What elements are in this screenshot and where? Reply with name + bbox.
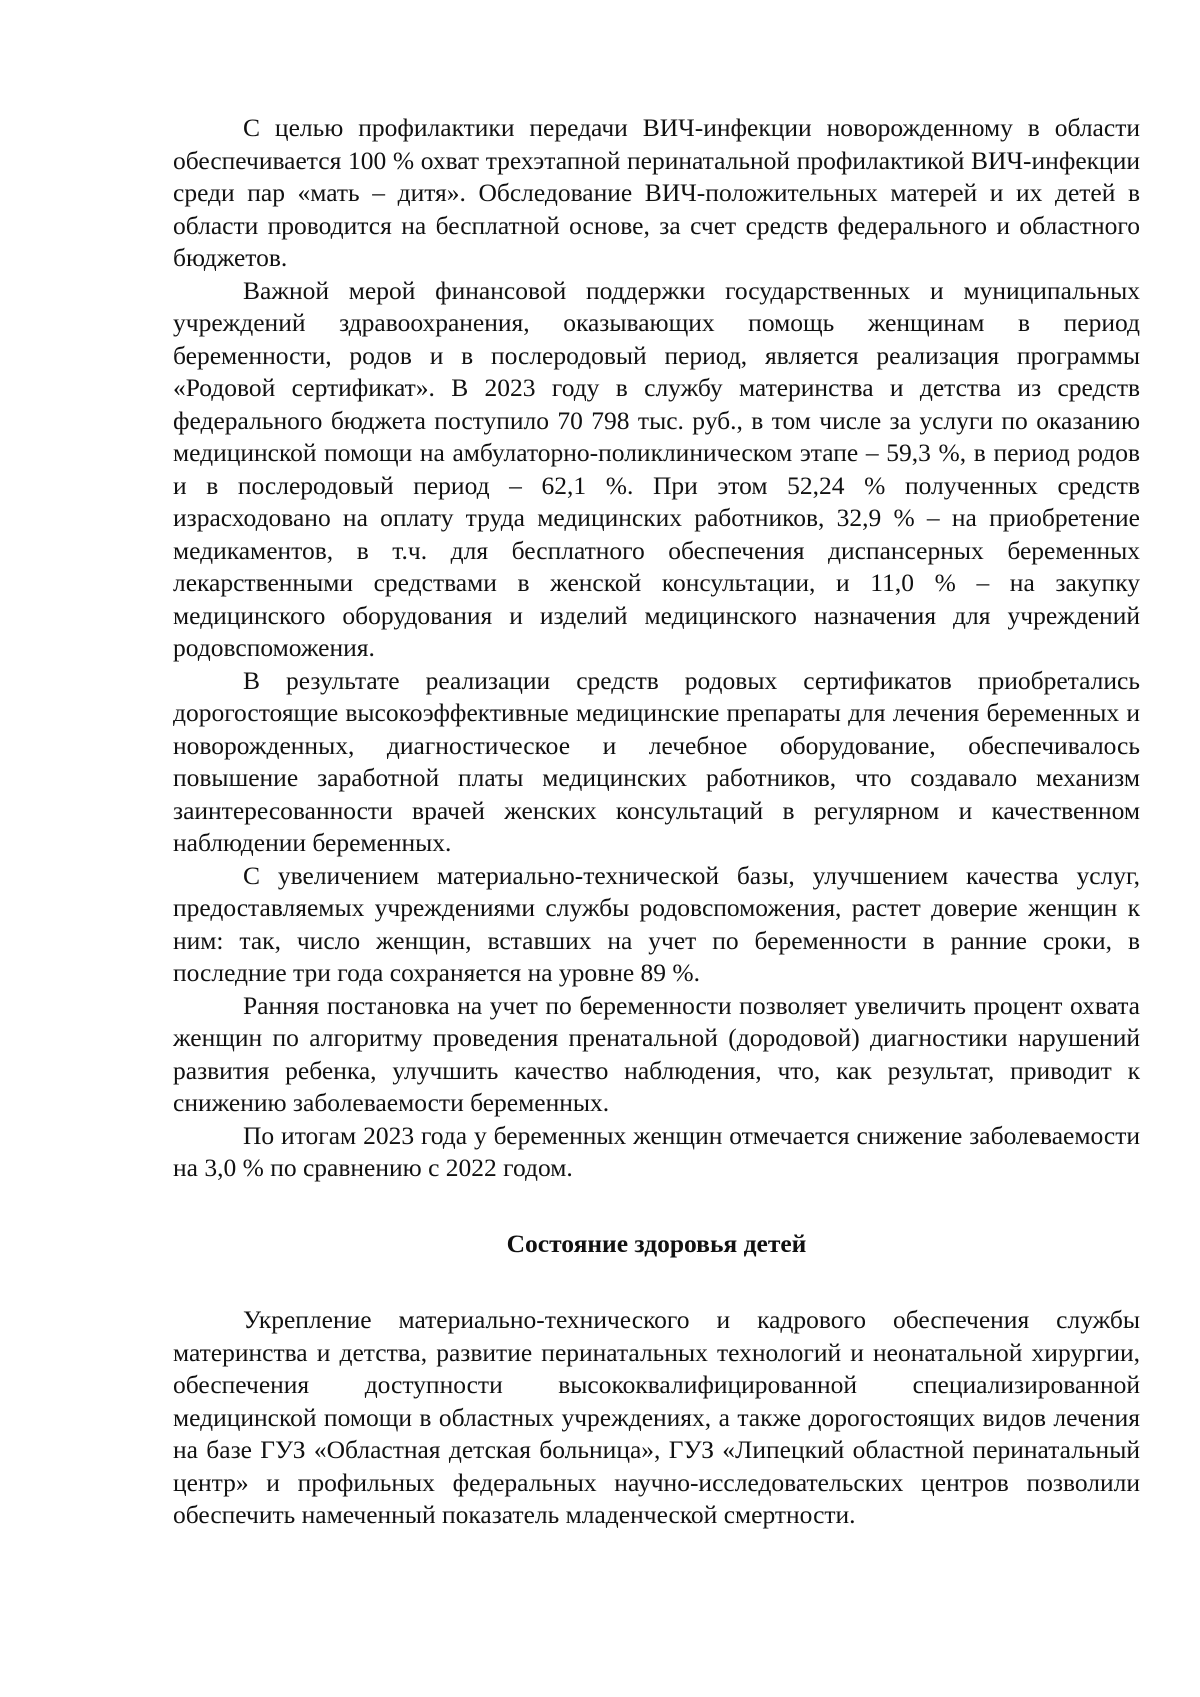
section-heading: Состояние здоровья детей	[506, 1228, 807, 1258]
paragraph-birth-certificate-program: Важной мерой финансовой поддержки государственных и муниципальных учреждений здравоохранения, оказывающих помощь женщинам в период беременности, родов и в послеродовый период, является реализация программы «Родовой сертификат». В 2023 году в службу материнства и детства из средств федерального бюджета поступило 70 798 тыс. руб., в том числе за услуги по оказанию медицинской помощи на амбулаторно-поликлиническом этапе – 59,3 %, в период родов и в послеродовый период – 62,1 %. При этом 52,24 % полученных средств израсходовано на оплату труда медицинских работников, 32,9 % – на приобретение медикаментов, в т.ч. для бесплатного обеспечения диспансерных беременных лекарственными средствами в женской консультации, и 11,0 % – на закупку медицинского оборудования и изделий медицинского назначения для учреждений родовспоможения.	[173, 275, 1140, 662]
paragraph-certificate-results: В результате реализации средств родовых сертификатов приобретались дорогостоящие высокоэффективные медицинские препараты для лечения беременных и новорожденных, диагностическое и лечебное оборудование, обеспечивалось повышение заработной платы медицинских работников, что создавало механизм заинтересованности врачей женских консультаций в регулярном и качественном наблюдении беременных.	[173, 665, 1140, 857]
paragraph-hiv-prevention: С целью профилактики передачи ВИЧ-инфекции новорожденному в области обеспечивается 100 % охват трехэтапной перинатальной профилактикой ВИЧ-инфекции среди пар «мать – дитя». Обследование ВИЧ-положительных матерей и их детей в области проводится на бесплатной основе, за счет средств федерального и областного бюджетов.	[173, 113, 1140, 272]
paragraph-morbidity-decrease: По итогам 2023 года у беременных женщин отмечается снижение заболеваемости на 3,0 % по сравнению с 2022 годом.	[173, 1120, 1140, 1182]
paragraph-early-registration-benefits: Ранняя постановка на учет по беременности позволяет увеличить процент охвата женщин по алгоритму проведения пренатальной (дородовой) диагностики нарушений развития ребенка, улучшить качество наблюдения, что, как результат, приводит к снижению заболеваемости беременных.	[173, 990, 1140, 1117]
paragraph-child-health: Укрепление материально-технического и кадрового обеспечения службы материнства и детства, развитие перинатальных технологий и неонатальной хирургии, обеспечения доступности высококвалифицированной специализированной медицинской помощи в областных учреждениях, а также дорогостоящих видов лечения на базе ГУЗ «Областная детская больница», ГУЗ «Липецкий областной перинатальный центр» и профильных федеральных научно-исследовательских центров позволили обеспечить намеченный показатель младенческой смертности.	[173, 1305, 1140, 1529]
paragraph-early-registration-trust: С увеличением материально-технической базы, улучшением качества услуг, предоставляемых учреждениями службы родовспоможения, растет доверие женщин к ним: так, число женщин, вставших на учет по беременности в ранние сроки, в последние три года сохраняется на уровне 89 %.	[173, 860, 1140, 987]
document-body	[173, 112, 1140, 1532]
